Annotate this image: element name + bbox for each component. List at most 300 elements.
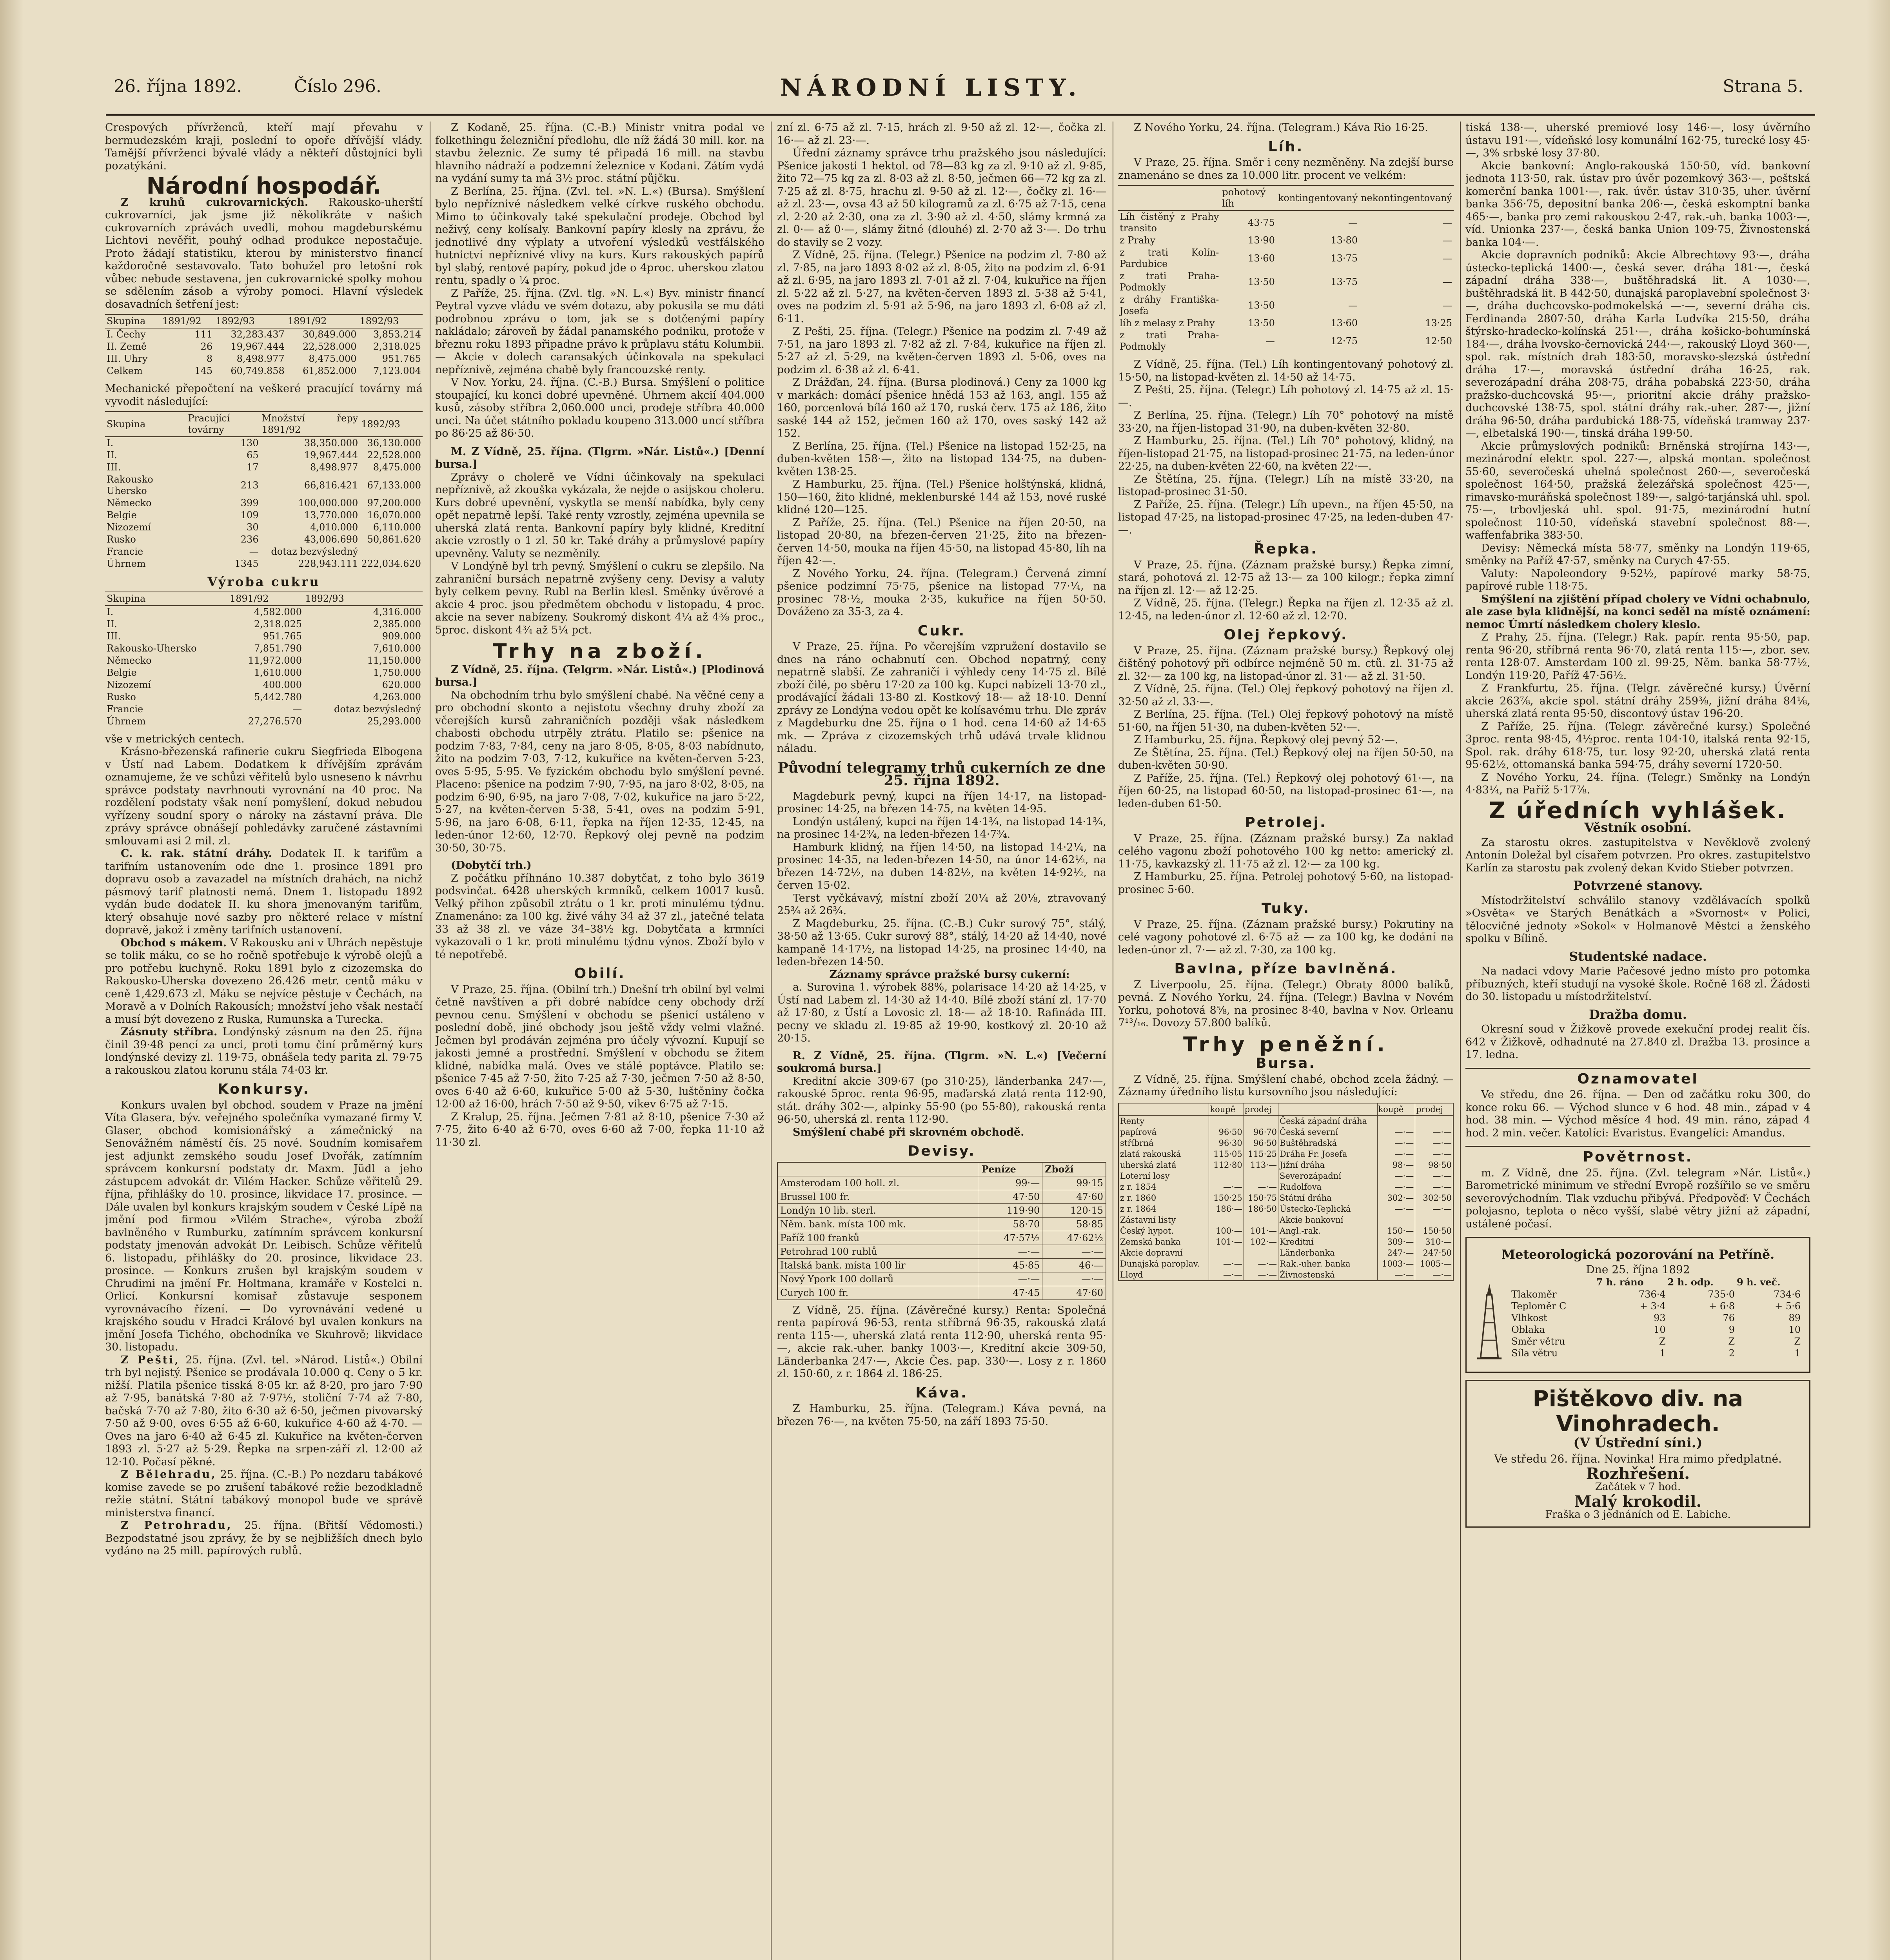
table-cell: 97,200.000 xyxy=(367,497,421,508)
table-cell: 735·0 xyxy=(1708,1289,1735,1300)
table-row xyxy=(105,534,423,546)
table-cell: 13·50 xyxy=(1248,276,1275,287)
sugar-telegrams-title: Původní telegramy trhů cukerních ze dne 25. října 1892. xyxy=(777,759,1106,789)
table-cell: 150·75 xyxy=(1244,1192,1278,1203)
table-cell: 22,528.000 xyxy=(367,450,421,461)
table-cell: 93 xyxy=(1654,1312,1666,1323)
table-row xyxy=(1118,1115,1453,1127)
sugar-lead: Z kruhů cukrovarnických. xyxy=(121,196,309,209)
article-paragraph: Valuty: Napoleondory 9·52½, papírové marky 58·75, papírové ruble 118·75. xyxy=(1465,567,1810,592)
table-cell: Rusko xyxy=(107,691,136,702)
table-cell: —·— xyxy=(979,1272,1042,1286)
theatre-subtitle: (V Ústřední síni.) xyxy=(1573,1435,1703,1451)
table-cell: 734·6 xyxy=(1774,1289,1801,1300)
table-cell: Líh čistěný z Prahy transito xyxy=(1120,211,1219,234)
table-cell: 65 xyxy=(247,450,259,461)
table-cell: 7,851.790 xyxy=(254,642,302,654)
table-row xyxy=(105,655,423,667)
table-row xyxy=(105,449,423,461)
table-cell: 38,350.000 xyxy=(304,437,358,448)
table-row xyxy=(1118,1149,1453,1160)
table-cell: 736·4 xyxy=(1638,1289,1666,1300)
table-cell: Italská bank. místa 100 lir xyxy=(777,1258,979,1272)
vienna-bourse-title: M. Z Vídně, 25. října. (Tlgrm. »Nár. Listů«.) [Denní bursa.] xyxy=(435,445,764,470)
table-row xyxy=(1118,1160,1453,1171)
table-cell: 11,972.000 xyxy=(248,655,302,666)
table-row xyxy=(105,618,423,630)
table-cell: — xyxy=(1443,299,1452,311)
masthead: NÁRODNÍ LISTY. xyxy=(780,74,1082,102)
article-paragraph: Na obchodním trhu bylo smýšlení chabé. Na věčné ceny a pro obchodní skonto a nejistotu všechny druhy zboží za včerejších kursů zahraničních později však následkem chabosti obchodu utrpěly ztrátu. Platilo se: pšenice na podzim 7·83, 7·84, ceny na jaro 8·05, 8·05, 8·03 nabídnuto, žito na podzim 7·03, 7·12, kukuřice na květen-červen 5·23, oves 5·95, 5·95. Ve fyzickém obchodu bylo smýšlení pevné. Placeno: pšenice na podzim 7·90, 7·95, na jaro 8·02, 8·05, na podzim 6·90, 6·95, na jaro 7·08, 7·02, kukuřice na jaro 5·22, 5·27, na květen-červen 5·38, 5·41, oves na podzim 5·91, 5·96, na jaro 6·08, 6·11, řepka na říjen 12·35, 12·45, na leden-únor 12·60, 12·70. Řepkový olej pevně na podzim 30·50, 30·75. xyxy=(435,689,764,854)
table-row: Celkem 145 60,749.858 61,852.000 7,123.004 xyxy=(107,365,421,376)
bourse-title: Bursa. xyxy=(1255,1055,1316,1071)
money-market-title: Trhy peněžní. xyxy=(1183,1033,1389,1056)
article-paragraph: Ve středu, dne 26. října. — Den od začátku roku 300, do konce roku 66. — Východ slunce v 6 hod. 48 min., západ v 4 hod. 38 min. — Východ měsíce 4 hod. 49 min. ráno, západ 4 hod. 2 min. večer. Katolíci: Evaristus. Evangelíci: Amandus. xyxy=(1465,1089,1810,1139)
table-cell: 115·05 xyxy=(1209,1149,1244,1160)
table-cell: 13·50 xyxy=(1248,318,1275,328)
table-cell: 58·70 xyxy=(979,1217,1042,1231)
meteo-table: 7 h. ráno 2 h. odp. 9 h. več. Tlakoměr 736·4 735·0 734·6 Teploměr C + 3·4 + 6·8 + 5·6 Vlhkost 93 76 89 Oblaka 10 9 10 Směr větru Z Z Z Síla větru 1 2 1 xyxy=(1510,1276,1802,1359)
article-paragraph: Z Berlína, 25. října. (Telegr.) Líh 70° pohotový na místě 33·20, na říjen-listopad 31·90, na duben-květen 32·80. xyxy=(1118,409,1454,434)
article-paragraph: Z Kodaně, 25. října. (C.-B.) Ministr vnitra podal ve folkethingu železniční předlohu, dle níž žádá 30 mill. kor. na stavbu železnic. Ze sumy té připadá 16 mill. na stavbu hlavního nádraží a podzemní železnice v Kodani. Zátím vydá na vydání sumy ta má 3½ proc. státní půjčku. xyxy=(435,122,764,185)
article-paragraph: Z Vídně, 25. října. (Tel.) Líh kontingentovaný pohotový zl. 15·50, na listopad-květen zl. 14·50 až 14·75. xyxy=(1118,358,1454,383)
table-cell: Akcie dopravní xyxy=(1118,1247,1209,1258)
table-cell: z r. 1854 xyxy=(1118,1181,1209,1192)
table-row xyxy=(1510,1347,1802,1359)
konkursy-title: Konkursy. xyxy=(217,1081,310,1097)
table-cell: z trati Kolín-Pardubice xyxy=(1120,247,1219,269)
cattle-market-title: (Dobytčí trh.) xyxy=(451,859,532,871)
table-row xyxy=(1118,1171,1453,1181)
table-cell: 47·50 xyxy=(979,1190,1042,1203)
table-cell: Státní dráha xyxy=(1278,1192,1378,1203)
table-cell: 8,475.000 xyxy=(373,462,421,473)
theatre-advertisement xyxy=(1465,1380,1810,1528)
article-paragraph: Z Vídně, 25. října. (Telegr.) Pšenice na podzim zl. 7·80 až zl. 7·85, na jaro 1893 8·02 až zl. 8·05, žito na podzim zl. 6·91 až zl. 6·95, na jaro 1893 zl. 7·01 až zl. 7·04, kukuřice na říjen zl. 5·22 až zl. 5·27, na květen-červen 1893 zl. 5·38 až 5·41, oves na podzim zl. 5·91 až 5·96, na jaro 1893 zl. 6·08 až zl. 6·11. xyxy=(777,249,1106,325)
article-paragraph: Z Nového Yorku, 24. října. (Telegr.) Směnky na Londýn 4·83¼, na Paříž 5·17⅞. xyxy=(1465,771,1810,796)
article-paragraph: Z Berlína, 25. října. (Zvl. tel. »N. L.«) (Bursa). Smýšlení bylo nepříznivé následkem velké církve ruského obchodu. Mimo to účinkovaly také spekulační prodeje. Obchod byl neživý, ceny kolísaly. Bankovní papíry klesly na zprávu, že jednotlivé dny výplaty a utvoření výsledků vestfálského hutnictví nepříznivé vlivy na kurs. Kurs rakouských papírů byl slabý, rentové papíry, pokud jde o 4proc. uherskou zlatou rentu, spadly o ¼ proc. xyxy=(435,185,764,287)
table-row xyxy=(105,679,423,691)
table-row xyxy=(105,461,423,474)
table-row xyxy=(1510,1312,1802,1324)
article-paragraph: Hamburk klidný, na říjen 14·50, na listopad 14·2¼, na prosinec 14·35, na leden-březen 14·50, na únor 14·62½, na březen 14·72½, na duben 14·82½, na květen 14·92½, na červen 15·02. xyxy=(777,841,1106,891)
table-cell: Z xyxy=(1794,1336,1801,1347)
table-cell: — xyxy=(249,546,259,557)
table-cell: Rudolfova xyxy=(1278,1181,1378,1192)
table-cell: 112·80 xyxy=(1209,1160,1244,1171)
table-cell xyxy=(1209,1214,1244,1225)
table-cell: Německo xyxy=(107,655,152,666)
table-cell: 247·50 xyxy=(1415,1247,1453,1258)
table-cell: 1 xyxy=(1794,1348,1801,1359)
table-cell: papírová xyxy=(1118,1127,1209,1138)
devisy-table: Peníze Zboží Amsterodam 100 holl. zl. 99·— 99·15 Brussel 100 fr. 47·50 47·60 Londýn 10 lib. sterl. 119·90 120·15 Něm. bank. místa 100 mk. 58·70 58·85 Paříž 100 franků 47·57½ 47·62½ Petrohrad 100 rublů —·— —·— Italská bank. místa 100 lir 45·85 46·— Nový Ypork 100 dollarů —·— —·— Curych 100 fr. 47·45 47·60 xyxy=(777,1162,1106,1300)
table-cell: Teploměr C xyxy=(1511,1301,1567,1312)
table-cell: 30 xyxy=(247,522,259,533)
table-cell: 11,150.000 xyxy=(367,655,421,666)
table-cell xyxy=(359,546,423,558)
table-cell: 13·75 xyxy=(1331,276,1358,287)
table-cell: 1005·— xyxy=(1415,1258,1453,1269)
page-edge-shadow xyxy=(1866,0,1890,1960)
table-row xyxy=(1118,317,1454,329)
table-cell: — xyxy=(1443,217,1452,228)
table-cell: III. xyxy=(107,462,121,473)
table-row xyxy=(777,1245,1106,1258)
table-row xyxy=(105,715,423,728)
table-cell: Z xyxy=(1728,1336,1735,1347)
table-cell: 101·— xyxy=(1209,1236,1244,1247)
table-cell: —·— xyxy=(1244,1258,1278,1269)
table-cell: 47·60 xyxy=(1042,1190,1106,1203)
article-paragraph: Terst vyčkávavý, místní zboží 20¼ až 20⅛, ztravovaný 25¾ až 26¾. xyxy=(777,892,1106,917)
table-cell: 310·— xyxy=(1415,1236,1453,1247)
table-row xyxy=(105,703,423,715)
table-cell: 302·— xyxy=(1377,1192,1415,1203)
table-cell: 43·75 xyxy=(1248,217,1275,228)
table-cell: 186·— xyxy=(1209,1203,1244,1214)
article-paragraph: Z Nového Yorku, 24. října. (Telegram.) Červená zimní pšenice podzimní 75·75, pšenice na listopad 77·¼, na prosinec 78·½, mouka 2·35, kukuřice na říjen 50·50. Dováženo za 35·3, za 4. xyxy=(777,567,1106,618)
table-row xyxy=(1118,1247,1453,1258)
table-cell: 213 xyxy=(240,479,259,491)
table-cell: 13·60 xyxy=(1248,252,1275,264)
article-paragraph: Kreditní akcie 309·67 (po 310·25), länderbanka 247·—, rakouské 5proc. renta 96·95, maďarská zlatá renta 112·90, stát. dráhy 302·—, alpinky 55·90 (po 55·80), rakouská renta 96·50, uherská zl. renta 112·90. xyxy=(777,1075,1106,1125)
article-paragraph: Úřední záznamy správce trhu pražského jsou následující: Pšenice jakosti 1 hektol. od 78—83 kg za zl. 9·10 až zl. 9·85, žito 72—75 kg za zl. 8·03 až zl. 8·50, ječmen 66—72 kg za zl. 7·25 až zl. 8·75, hrachu zl. 9·50 až zl. 12·—, čočky zl. 16·— až zl. 23·—, ovsa 43 až 50 kilogramů za zl. 6·75 až 7·15, cena zl. 2·20 až 2·30, ona za zl. 3·90 až zl. 4·50, slámy krmná za zl. 0·— až 0·—, slámy žitné (dlouhé) zl. 2·70 až 3·—. Do trhu do stavily se 2 vozy. xyxy=(777,147,1106,249)
table-cell: 13·75 xyxy=(1331,252,1358,264)
table-row xyxy=(777,1272,1106,1286)
table-cell: Kreditní xyxy=(1278,1236,1378,1247)
table-row xyxy=(1118,329,1454,353)
article-paragraph: Z Pešti, 25. října. (Telegr.) Líh pohotový zl. 14·75 až zl. 15·—. xyxy=(1118,384,1454,409)
article-paragraph: m. Z Vídně, dne 25. října. (Zvl. telegram »Nár. Listů«.) Barometrické minimum ve střední Evropě rozšířilo se ve směru severovýchodním. Tlak vzduchu přibývá. Předpověď: V Čechách polojasno, teplota o něco vyšší, slabé větry jižní až západní, ustálené počasí. xyxy=(1465,1167,1810,1230)
table-cell: 228,943.111 xyxy=(298,558,358,569)
table-cell: —·— xyxy=(1377,1181,1415,1192)
table-cell: III. xyxy=(107,630,121,642)
article-paragraph: Akcie dopravních podniků: Akcie Albrechtovy 93·—, dráha ústecko-teplická 1400·—, česká sever. dráha 181·—, česká západní dráha 338·—, buštěhradská lit. A 1030·—, buštěhradská lit. B 442·50, dunajská paroplavební společnost 3·—, dráha duchcovsko-podmokelská —·—, severní dráha cis. Ferdinanda 2807·50, dráha Karla Ludvíka 215·50, dráha štýrsko-hradecko-kolínská 251·—, dráha košicko-bohumínská 184·—, dráha lvovsko-černovická 244·—, rakouský Lloyd 360·—, spol. rak. místních drah 183·50, moravsko-slezská ústřední dráha 17·—, moravská ústřední dráha 16·25, rak. severozápadní dráha 208·75, dráha pobabská 223·50, dráha pražsko-duchcovská 95·—, prioritní akcie dráhy pražsko-duchcovské 138·75, spol. státní dráhy rak.-uher. 287·—, jižní dráha 96·50, dráha pardubická 188·75, vídeňská tramway 237·—, elbetalská 190·—, tinská dráha 199·50. xyxy=(1465,249,1810,439)
table-cell xyxy=(1244,1171,1278,1181)
article-paragraph: Konkurs uvalen byl obchod. soudem v Praze na jmění Víta Glasera, býv. veřejného společníka vymazané firmy V. Glaser, obchod komisionářský a zámečnický na Senovážném náměstí čís. 25 nové. Soudním komisařem jest adjunkt zemského soudu Josef Dvořák, zatímním správcem konkursní podstaty dr. Maxm. Jüdl a jeho zástupcem advokát dr. Vilém Hacker. Schůze věřitelů 29. října, přihlášky do 10. prosince, likvidace 17. prosince. — Dále uvalen byl konkurs krajským soudem v České Lípě na jmění pod firmou »Vilém Strache«, výroba zboží bavlněného v Rumburku, zatímním správcem konkursní podstaty jmenován advokát Dr. Leibisch. Schůze věřitelů 6. listopadu, přihlášky do 20. prosince, likvidace 23. prosince. — Konkurs zrušen byl krajským soudem v Chrudimi na jmění Fr. Holtmana, kramáře v Kostelci n. Orlicí. Konkursní komisař zůstavuje sesponem vyrovnávacího řízení. — Do vyrovnávání vedené u krajského soudu v Hradci Králové byl uvalen konkurs na jmění Josefa Tichého, obchodníka ve Skuhrově; likvidace 30. listopadu. xyxy=(105,1099,423,1353)
table-cell: 1345 xyxy=(234,558,259,569)
column-1 xyxy=(105,122,423,1960)
cotton-title: Bavlna, příze bavlněná. xyxy=(1174,961,1398,977)
auction-title: Dražba domu. xyxy=(1589,1007,1687,1022)
table-cell xyxy=(1244,1247,1278,1258)
table-cell: 236 xyxy=(240,534,259,545)
table-cell: II. xyxy=(107,450,117,461)
table-cell: Lloyd xyxy=(1118,1269,1209,1281)
table-cell: 36,130.000 xyxy=(367,437,421,448)
article-paragraph: V Nov. Yorku, 24. října. (C.-B.) Bursa. Smýšlení o politice stoupající, ku konci dobré upevněné. Úhrnem akcií 404.000 kusů, zásoby stříbra 2,060.000 unci, prodeje stříbra 40.000 unci. Na účet státního pokladu koupeno 313.000 uncí stříbra po 86·25 až 86·50. xyxy=(435,376,764,439)
table-cell: Dunajská paroplav. xyxy=(1118,1258,1209,1269)
table-cell: 115·25 xyxy=(1244,1149,1278,1160)
table-cell: + 6·8 xyxy=(1709,1301,1735,1312)
table-cell: 951.765 xyxy=(263,630,302,642)
table-cell: Londýn 10 lib. sterl. xyxy=(777,1203,979,1217)
table-cell: Vlhkost xyxy=(1511,1312,1547,1323)
sugar-table-3: Skupina 1891/92 1892/93 I. 4,582.000 4,316.000 II. 2,318.025 2,385.000 III. 951.765 909.000 Rakousko-Uhersko 7,851.790 7,610.000 Německo 11,972.000 11,150.000 Belgie 1,610.000 1,750.000 Nizozemí 400.000 620.000 Rusko 5,442.780 4,263.000 Francie — dotaz bezvýsledný Úhrnem 27,276.570 25,293.000 xyxy=(105,592,423,728)
table-cell: —·— xyxy=(1209,1258,1244,1269)
table-note: vše v metrických centech. xyxy=(105,733,245,745)
header-rule xyxy=(106,114,1815,116)
table-cell: 13·60 xyxy=(1331,318,1358,328)
column-5 xyxy=(1465,122,1810,1960)
table-cell: 309·— xyxy=(1377,1236,1415,1247)
table-cell: —·— xyxy=(1209,1181,1244,1192)
article-paragraph: Z Vídně, 25. října. (Telegr.) Řepka na říjen zl. 12·35 až zl. 12·45, na leden-únor zl. 12·60 až zl. 12·70. xyxy=(1118,597,1454,622)
table-cell: 45·85 xyxy=(979,1258,1042,1272)
table-row xyxy=(777,1231,1106,1245)
table-cell: stříbrná xyxy=(1118,1138,1209,1149)
table-row xyxy=(1118,1127,1453,1138)
table-row xyxy=(105,437,423,449)
table-cell: 150·25 xyxy=(1209,1192,1244,1203)
bourse-quotation-table: koupě prodej koupě prodej Renty Česká západní dráha papírová 96·50 96·70 Česká severní —·— —·— stříbrná 96·30 96·50 Buštěhradská —·— —·— zlatá rakouská 115·05 115·25 Dráha Fr. Josefa —·— —·— uherská zlatá 112·80 113·— Jižní dráha 98·— 98·50 Loterní losy Severozápadní —·— —·— z r. 1854 —·— —·— Rudolfova —·— —·— z r. 1860 150·25 150·75 Státní dráha 302·— 302·50 z r. 1864 186·— 186·50 Ústecko-Teplická —·— —·— Zástavní listy Akcie bankovní Český hypot. 100·— 101·— Angl.-rak. 150·— 150·50 Zemská banka 101·— 102·— Kreditní 309·— 310·— Akcie dopravní Länderbanka 247·— 247·50 Dunajská paroplav. —·— —·— Rak.-uher. banka 1003·— 1005·— Lloyd —·— —·— Živnostenská —·— —·— xyxy=(1118,1103,1454,1281)
header-date: 26. října 1892. xyxy=(114,76,242,96)
table-row xyxy=(1118,234,1454,247)
coffee-title: Káva. xyxy=(915,1385,968,1401)
table-cell: — xyxy=(1348,299,1358,311)
table-cell: 76 xyxy=(1723,1312,1735,1323)
table-cell: —·— xyxy=(1377,1127,1415,1138)
table-cell: 7,610.000 xyxy=(373,642,421,654)
table-cell: Brussel 100 fr. xyxy=(777,1190,979,1203)
section-title-economy: Národní hospodář. xyxy=(146,172,381,199)
table-cell: —·— xyxy=(1377,1138,1415,1149)
table-cell: 67,133.000 xyxy=(367,479,421,491)
table-row xyxy=(1510,1336,1802,1347)
table-cell: 119·90 xyxy=(979,1203,1042,1217)
table-row xyxy=(1118,247,1454,270)
table-cell: Rakousko-Uhersko xyxy=(107,642,197,654)
table-cell: 150·50 xyxy=(1415,1225,1453,1236)
article-paragraph: C. k. rak. státní dráhy. Dodatek II. k tarifům a tarifním ustanovením ode dne 1. prosince 1891 pro dopravu osob a zavazadel na místních drahách, na nichž pásmový tarif platnosti nemá. Dnem 1. listopadu 1892 vydán bude dodatek II. ku shora jmenovaným tarifům, který obsahuje nové sazby pro některé relace v místní dopravě, jakož i změny tarifních ustanovení. xyxy=(105,848,423,936)
official-notices-title: Z úředních vyhlášek. xyxy=(1489,797,1787,824)
table-cell: 400.000 xyxy=(263,679,302,690)
article-paragraph: Z Vídně, 25. října. (Tel.) Olej řepkový pohotový na říjen zl. 32·50 až zl. 33·—. xyxy=(1118,683,1454,708)
table-row xyxy=(105,558,423,570)
table-cell: 2,385.000 xyxy=(373,618,421,630)
table-cell: 186·50 xyxy=(1244,1203,1278,1214)
table-cell: 1,610.000 xyxy=(254,667,302,678)
table-cell: Úhrnem xyxy=(107,558,146,569)
header-page-number: Strana 5. xyxy=(1723,76,1803,96)
table-cell: Curych 100 fr. xyxy=(777,1286,979,1300)
table-cell: —·— xyxy=(979,1245,1042,1258)
article-paragraph: Z Hamburku, 25. října. Řepkový olej pevný 52·—. xyxy=(1134,734,1398,746)
article-paragraph: Ze Štětína, 25. října. (Tel.) Řepkový olej na říjen 50·50, na duben-květen 50·90. xyxy=(1118,746,1454,771)
theatre-info: Ve středu 26. října. Novinka! Hra mimo předplatné. xyxy=(1494,1452,1782,1465)
sugar-table-2: Skupina Pracující továrny Množství řepy 1891/92 1892/93 I. 130 38,350.000 36,130.000 II. 65 19,967.444 22,528.000 III. 17 8,498.977 8,475.000 Rakousko Uhersko 213 66,816.421 67,133.000 Německo 399 100,000.000 97,200.000 Belgie 109 13,770.000 16,070.000 Nizozemí 30 4,010.000 6,110.000 Rusko 236 43,006.690 50,861.620 Francie — dotaz bezvýsledný Úhrnem 1345 228,943.111 222,034.620 xyxy=(105,411,423,570)
weather-title: Povětrnost. xyxy=(1465,1146,1810,1164)
statutes-title: Potvrzené stanovy. xyxy=(1573,878,1703,893)
article-paragraph: Z Liverpoolu, 25. října. (Telegr.) Obraty 8000 balíků, pevná. Z Nového Yorku, 24. října. (Telegr.) Bavlna v Novém Yorku, pohotová 8⅝, na prosinec 8·40, bavlna v Nov. Orleanu 7¹³/₁₆. Dovozy 57.800 balíků. xyxy=(1118,978,1454,1029)
table-cell: Německo xyxy=(107,497,152,508)
table-cell: z r. 1860 xyxy=(1118,1192,1209,1203)
table-row xyxy=(1118,1236,1453,1247)
table-cell: I. xyxy=(107,606,114,617)
table-cell: 4,316.000 xyxy=(373,606,421,617)
table-cell: —·— xyxy=(1415,1269,1453,1281)
article-paragraph: Z Berlína, 25. října. (Tel.) Olej řepkový pohotový na místě 51·60, na říjen 51·30, na duben-květen 52·—. xyxy=(1118,708,1454,733)
article-paragraph: V Praze, 25. října. Po včerejším vzpružení dostavilo se dnes na ráno ochabnutí cen. Obchod nepatrný, ceny nepatrně slabší. Ze zahraničí i výhledy ceny 14·75 zl. Bílé zboží čilé, po sběru 17·20 za 100 kg. Kupci nabízeli 13·70 zl., prodávající žádali 13·80 zl. Kostkový 18·— až 18·10. Denní zprávy ze Londýna vedou opět ke kolísavému trhu. Dle zpráv z Magdeburku dne 25. října o 1 hod. cena 14·60 až 14·65 mk. — Zpráva z cizozemských trhů udává trvale klidnou náladu. xyxy=(777,641,1106,755)
article-paragraph: Z počátku příhnáno 10.387 dobytčat, z toho bylo 3619 podsvinčat. 6428 uherských krmníků, celkem 10017 kusů. Velký přihon způsobil ztrátu o 1 kr. proti minulému týdnu. Znamenáno: za 100 kg. živé váhy 34 až 37 zl., jatečné telata 33 až 38 zl. ve váze 34–38½ kg. Dobytčata a krmníci vykazovali o 1 kr. proti minulému týdnu výnos. Zboží bylo v té nepotřebě. xyxy=(435,872,764,961)
sugar-title: Cukr. xyxy=(917,622,966,639)
table-cell: Česká severní xyxy=(1278,1127,1378,1138)
table-row xyxy=(1118,270,1454,294)
table-cell: 47·60 xyxy=(1042,1286,1106,1300)
article-paragraph: Z Hamburku, 25. října. (Telegram.) Káva pevná, na březen 76·—, na květen 75·50, na září 1893 75·50. xyxy=(777,1403,1106,1428)
article-paragraph: Z Paříže, 25. října. (Zvl. tlg. »N. L.«) Byv. ministr financí Peytral vyzve vládu ve svém dotazu, aby pokusila se mu dáti podrobnou zprávu o tom, jak se s dotčenými papíry nakládalo; zároveň by žádal panamského podniku, protože v březnu roku 1893 připadne právo k průplavu státu Kolumbii. — Akcie v dolech caransakých účinkovala na spekulaci nepříznivě, zejména chabě byly francouzské renty. xyxy=(435,287,764,376)
table-cell: 66,816.421 xyxy=(304,479,358,491)
article-paragraph: Smýšlení chabé při skrovném obchodě. xyxy=(793,1126,1024,1138)
table-cell: 46·— xyxy=(1042,1258,1106,1272)
table-row xyxy=(105,546,423,558)
theatre-time: Začátek v 7 hod. xyxy=(1595,1481,1681,1493)
table-row xyxy=(105,667,423,679)
table-cell: 8,498.977 xyxy=(310,462,358,473)
table-cell: 150·— xyxy=(1377,1225,1415,1236)
table-cell: Renty xyxy=(1118,1115,1209,1127)
table-cell: + 3·4 xyxy=(1639,1301,1666,1312)
article-paragraph: Z Prahy, 25. října. (Telegr.) Rak. papír. renta 95·50, pap. renta 96·20, stříbrná renta 96·70, zlatá renta 115·—, zbor. sev. renta 128·07. Amsterdam 100 zl. 99·25, Něm. banka 58·77½, Londýn 119·20, Paříž 47·56½. xyxy=(1465,631,1810,682)
table-cell: —·— xyxy=(1415,1203,1453,1214)
article-paragraph: Z Bělehradu, 25. října. (C.-B.) Po nezdaru tabákové komise zavede se po zrušení tabákové režie bezodkladně režie státní. Státní tabákový monopol bude ve správě ministerstva financí. xyxy=(105,1468,423,1519)
table-cell: Něm. bank. místa 100 mk. xyxy=(777,1217,979,1231)
table-cell: —·— xyxy=(1377,1171,1415,1181)
article-paragraph: Z Paříže, 25. října. (Tel.) Pšenice na říjen 20·50, na listopad 20·80, na březen-červen 21·25, žito na březen-červen 14·50, mouka na říjen 45·50, na listopad 45·80, líh na říjen 42·—. xyxy=(777,516,1106,567)
article-paragraph: Z Berlína, 25. října. (Tel.) Pšenice na listopad 152·25, na duben-květen 158·—, žito na listopad 134·75, na duben-květen 138·25. xyxy=(777,440,1106,478)
commodity-bourse-title: Z Vídně, 25. října. (Telgrm. »Nár. Listů«.) [Plodinová bursa.] xyxy=(435,663,764,688)
table-cell: —·— xyxy=(1415,1171,1453,1181)
table-cell: 5,442.780 xyxy=(254,691,302,702)
table-cell xyxy=(1415,1115,1453,1127)
table-cell xyxy=(1209,1171,1244,1181)
table-row: I. Čechy 111 32,283.437 30,849.000 3,853.214 xyxy=(107,329,421,340)
article-paragraph: Smýšlení na zjištění případ cholery ve Vídni ochabnulo, ale zase byla klidnější, na konci seděl na místě oznámení: nemoc Úmrtí následkem cholery kleslo. xyxy=(1465,593,1810,631)
article-paragraph: V Londýně byl trh pevný. Smýšlení o cukru se zlepšilo. Na zahraniční bursách nepatrně zvýšeny ceny. Devisy a valuty byly celkem pevny. Rubl na Berlin klesl. Směnky úvěrové a akcie 4 proc. jsou předmětem obchodu v listopadu, 4 proc. akcie na sever nabízeny. Soukromý diskont 4¼ až 4⅜ proc., 5proc. diskont 4¾ až 5¼ pct. xyxy=(435,560,764,636)
theatre-cast: Fraška o 3 jednáních od E. Labiche. xyxy=(1545,1508,1731,1521)
page-header xyxy=(106,76,1815,108)
table-cell: —·— xyxy=(1377,1149,1415,1160)
table-cell: —·— xyxy=(1042,1245,1106,1258)
goods-market-title: Trhy na zboží. xyxy=(493,640,707,663)
article-paragraph: Krásno-březenská rafinerie cukru Siegfrieda Elbogena v Ústí nad Labem. Dodatkem k dřívějším zprávám oznamujeme, že ve schůzi věřitelů bylo usneseno k návrhu správce podstaty navrhnouti vyrovnání na 40 proc. Na rozdělení podstaty však není pomyšlení, dokud nebudou vyřízeny soudní spory o nároky na zástavní práva. Dle zprávy správce obnášejí pohledávky zaručené zástavními smlouvami asi 2 mil. zl. xyxy=(105,746,423,847)
table-cell: 58·85 xyxy=(1042,1217,1106,1231)
table-cell: Loterní losy xyxy=(1118,1171,1209,1181)
table-cell: Ústecko-Teplická xyxy=(1278,1203,1378,1214)
table-cell: Francie xyxy=(107,546,143,557)
article-paragraph: Z Petrohradu, 25. října. (Břitší Vědomosti.) Bezpodstatné jsou zprávy, že by se nejbližších dnech bylo vydáno na 25 mill. papírových rublů. xyxy=(105,1519,423,1557)
table-cell: z r. 1864 xyxy=(1118,1203,1209,1214)
table-cell: II. xyxy=(107,618,117,630)
table-cell: 4,010.000 xyxy=(310,522,358,533)
column-separator xyxy=(1460,122,1461,1960)
table-cell: 1 xyxy=(1659,1348,1666,1359)
table-cell: 13·25 xyxy=(1425,318,1452,328)
article-paragraph: Zprávy o cholerě ve Vídni účinkovaly na spekulaci nepříznivě, až zkouška vykázala, že nejde o asijskou choleru. Kurs dobré upevnění, vyskytla se menší nabídka, byly ceny opět nepatrně lepší. Také renty vzrostly, zejména upevnila se uherská zlatá renta. Bankovní papíry byly klidné, Kreditní akcie vzrostly o 1 zl. 50 kr. Také dráhy a průmyslové papíry upevněny. Valuty se nezměnily. xyxy=(435,471,764,560)
sugar-report: Z kruhů cukrovarnických. Rakousko-uherští cukrovarníci, jak jsme již několikráte v našich cukrovarních zprávách uvedli, mohou magdeburskému Lichtovi nevěřit, pouhý odhad produkce nepostačuje. Proto žádají statistiku, kterou by ministerstvo financí každoročně sestavovalo. Tato bohužel pro letošní rok vůbec nebude sestavena, jen cukrovarnické spolky mohou se sdělením zásob a výroby pomoci. Hlavní výsledek dosavadních šetření jest: xyxy=(105,196,423,310)
table-cell: 16,070.000 xyxy=(367,510,421,521)
table-row xyxy=(105,474,423,497)
table-cell: 101·— xyxy=(1244,1225,1278,1236)
table-row xyxy=(777,1258,1106,1272)
article-paragraph: Z Hamburku, 25. října. Petrolej pohotový 5·60, na listopad-prosinec 5·60. xyxy=(1118,871,1454,896)
article-paragraph: Ze Štětína, 25. října. (Telegr.) Líh na místě 33·20, na listopad-prosinec 31·50. xyxy=(1118,473,1454,498)
article-paragraph: Z Hamburku, 25. října. (Tel.) Líh 70° pohotový, klidný, na říjen-listopad 21·75, na listopad-prosinec 21·75, na leden-únor 22·25, na duben-květen 22·60, na květen 22·—. xyxy=(1118,435,1454,472)
table-cell: dotaz bezvýsledný xyxy=(334,703,421,715)
personnel-title: Věstník osobní. xyxy=(1584,820,1692,835)
table-cell: 96·30 xyxy=(1209,1138,1244,1149)
article-paragraph: Z Paříže, 25. října. (Telegr. závěrečné kursy.) Společné 3proc. renta 98·45, 4½proc. renta 104·10, italská renta 92·15, Spol. rak. dráhy 618·75, tur. losy 92·20, uherská zlatá renta 95·62½, ottomanská banka 594·75, dráhy severní 1720·50. xyxy=(1465,720,1810,771)
table-cell: — xyxy=(1443,276,1452,287)
table-cell: 130 xyxy=(240,437,259,448)
table-cell: 96·70 xyxy=(1244,1127,1278,1138)
article-paragraph: Magdeburk pevný, kupci na říjen 14·17, na listopad-prosinec 14·25, na březen 14·75, na květen 14·95. xyxy=(777,790,1106,815)
table-cell: uherská zlatá xyxy=(1118,1160,1209,1171)
table-row xyxy=(1118,1181,1453,1192)
table-cell: 1003·— xyxy=(1377,1258,1415,1269)
article-paragraph: a. Surovina 1. výrobek 88%, polarisace 14·20 až 14·25, v Ústí nad Labem zl. 14·30 až 14·40. Bílé zboží stání zl. 17·70 až 17·80, z Ústí a Lovosic zl. 18·— až 18·10. Rafináda III. pecny ve skladu zl. 19·85 až 19·90, kostkový zl. 20·10 až 20·15. xyxy=(777,981,1106,1044)
table-row xyxy=(105,630,423,642)
table-cell: 25,293.000 xyxy=(367,715,421,727)
table-cell: 17 xyxy=(247,462,259,473)
table-cell: 13·90 xyxy=(1248,235,1275,246)
table-cell: 13·80 xyxy=(1331,235,1358,246)
sugar-table-1: Skupina 1891/92 1892/93 1891/92 1892/93 I. Čechy 111 32,283.437 30,849.000 3,853.214 II. Země 26 19,967.444 22,528.000 2,318.025 III. Uhry 8 8,498.977 8,475.000 951.765 Celkem 145 60,749.858 61,852.000 7,123.004 xyxy=(105,314,423,377)
evening-bourse-title: R. Z Vídně, 25. října. (Tlgrm. »N. L.«) [Večerní soukromá bursa.] xyxy=(777,1049,1106,1074)
grain-title: Obilí. xyxy=(574,965,626,982)
table-cell: Český hypot. xyxy=(1118,1225,1209,1236)
table-cell: Z xyxy=(1659,1336,1666,1347)
table-row xyxy=(105,606,423,618)
article-paragraph: V Praze, 25. října. (Záznam pražské bursy.) Za naklad celého vagonu zboží pohotového 100 kg netto: americký zl. 11·75, kavkazský zl. 11·75 až zl. 12·— za 100 kg. xyxy=(1118,832,1454,870)
table-row xyxy=(105,691,423,703)
table-row xyxy=(777,1190,1106,1203)
table-cell: 96·50 xyxy=(1244,1138,1278,1149)
meteo-date: Dne 25. října 1892 xyxy=(1586,1263,1690,1276)
table-cell: 99·— xyxy=(979,1176,1042,1190)
table-cell: 13·50 xyxy=(1248,299,1275,311)
table-cell: 13,770.000 xyxy=(304,510,358,521)
table-row: II. Země 26 19,967.444 22,528.000 2,318.025 xyxy=(107,341,421,352)
table-cell: 909.000 xyxy=(382,630,421,642)
table-cell: Síla větru xyxy=(1511,1348,1558,1359)
article-paragraph: Z Pešti, 25. října. (Zvl. tel. »Národ. Listů«.) Obilní trh byl nejistý. Pšenice se prodávala 10.000 q. Ceny o 5 kr. nižší. Platila pšenice tisská 8·05 kr. až 8·20, pro jaro 7·90 až 7·95, banátská 7·80 až 7·97½, stoliční 7·74 až 7·80, bačská 7·70 až 7·80, žito 6·30 až 6·50, ječmen pivovarský 7·50 až 9·00, oves 6·55 až 6·60, kukuřice 4·60 až 4·70. — Oves na jaro 6·40 až 6·45 zl. Kukuřice na květen-červen 1893 zl. 5·27 až 5·29. Řepka na srpen-září zl. 12·00 až 12·10. Počasí pěkné. xyxy=(105,1354,423,1468)
article-paragraph: V Praze, 25. října. (Záznam pražské bursy.) Řepka zimní, stará, pohotová zl. 12·75 až 13·— za 100 kilogr.; řepka zimní na říjen zl. 12·— až 12·25. xyxy=(1118,559,1454,597)
table-row xyxy=(777,1203,1106,1217)
table-cell: 4,263.000 xyxy=(373,691,421,702)
table-cell: 4,582.000 xyxy=(254,606,302,617)
table-cell: Francie xyxy=(107,703,143,715)
table-cell: Nizozemí xyxy=(107,679,151,690)
table-cell: Rak.-uher. banka xyxy=(1278,1258,1378,1269)
table-cell: 47·57½ xyxy=(979,1231,1042,1245)
sugar-records-title: Záznamy správce pražské bursy cukerní: xyxy=(829,968,1070,981)
table-row xyxy=(105,521,423,534)
article-paragraph: Akcie bankovní: Anglo-rakouská 150·50, víd. bankovní jednota 113·50, rak. ústav pro úvěr pozemkový 363·—, peštská komerční banka 1001·—, rak. úvěr. ústav 310·35, uher. úvěrní banka 356·75, depositní banka 206·—, česká eskomptní banka 465·—, banka pro zemi rakouskou 2·47, rak.-uh. banka 1003·—, víd. Unionka 237·—, česká banka Union 109·75, Živnostenská banka 104·—. xyxy=(1465,160,1810,249)
table-cell: 12·75 xyxy=(1331,335,1358,347)
table-cell: Akcie bankovní xyxy=(1278,1214,1378,1225)
spirits-title: Líh. xyxy=(1268,138,1304,155)
column-4 xyxy=(1118,122,1454,1960)
table-row xyxy=(1118,211,1454,234)
table-cell: 100,000.000 xyxy=(298,497,358,508)
table-cell: Nizozemí xyxy=(107,522,151,533)
table-cell: Länderbanka xyxy=(1278,1247,1378,1258)
column-2 xyxy=(435,122,764,1960)
article-paragraph: Na nadaci vdovy Marie Pačesové jedno místo pro potomka příbuzných, kteří studují na vysoké škole. Ročně 168 zl. Žádosti do 30. listopadu u místodržitelství. xyxy=(1465,965,1810,1003)
table-row xyxy=(1118,294,1454,317)
